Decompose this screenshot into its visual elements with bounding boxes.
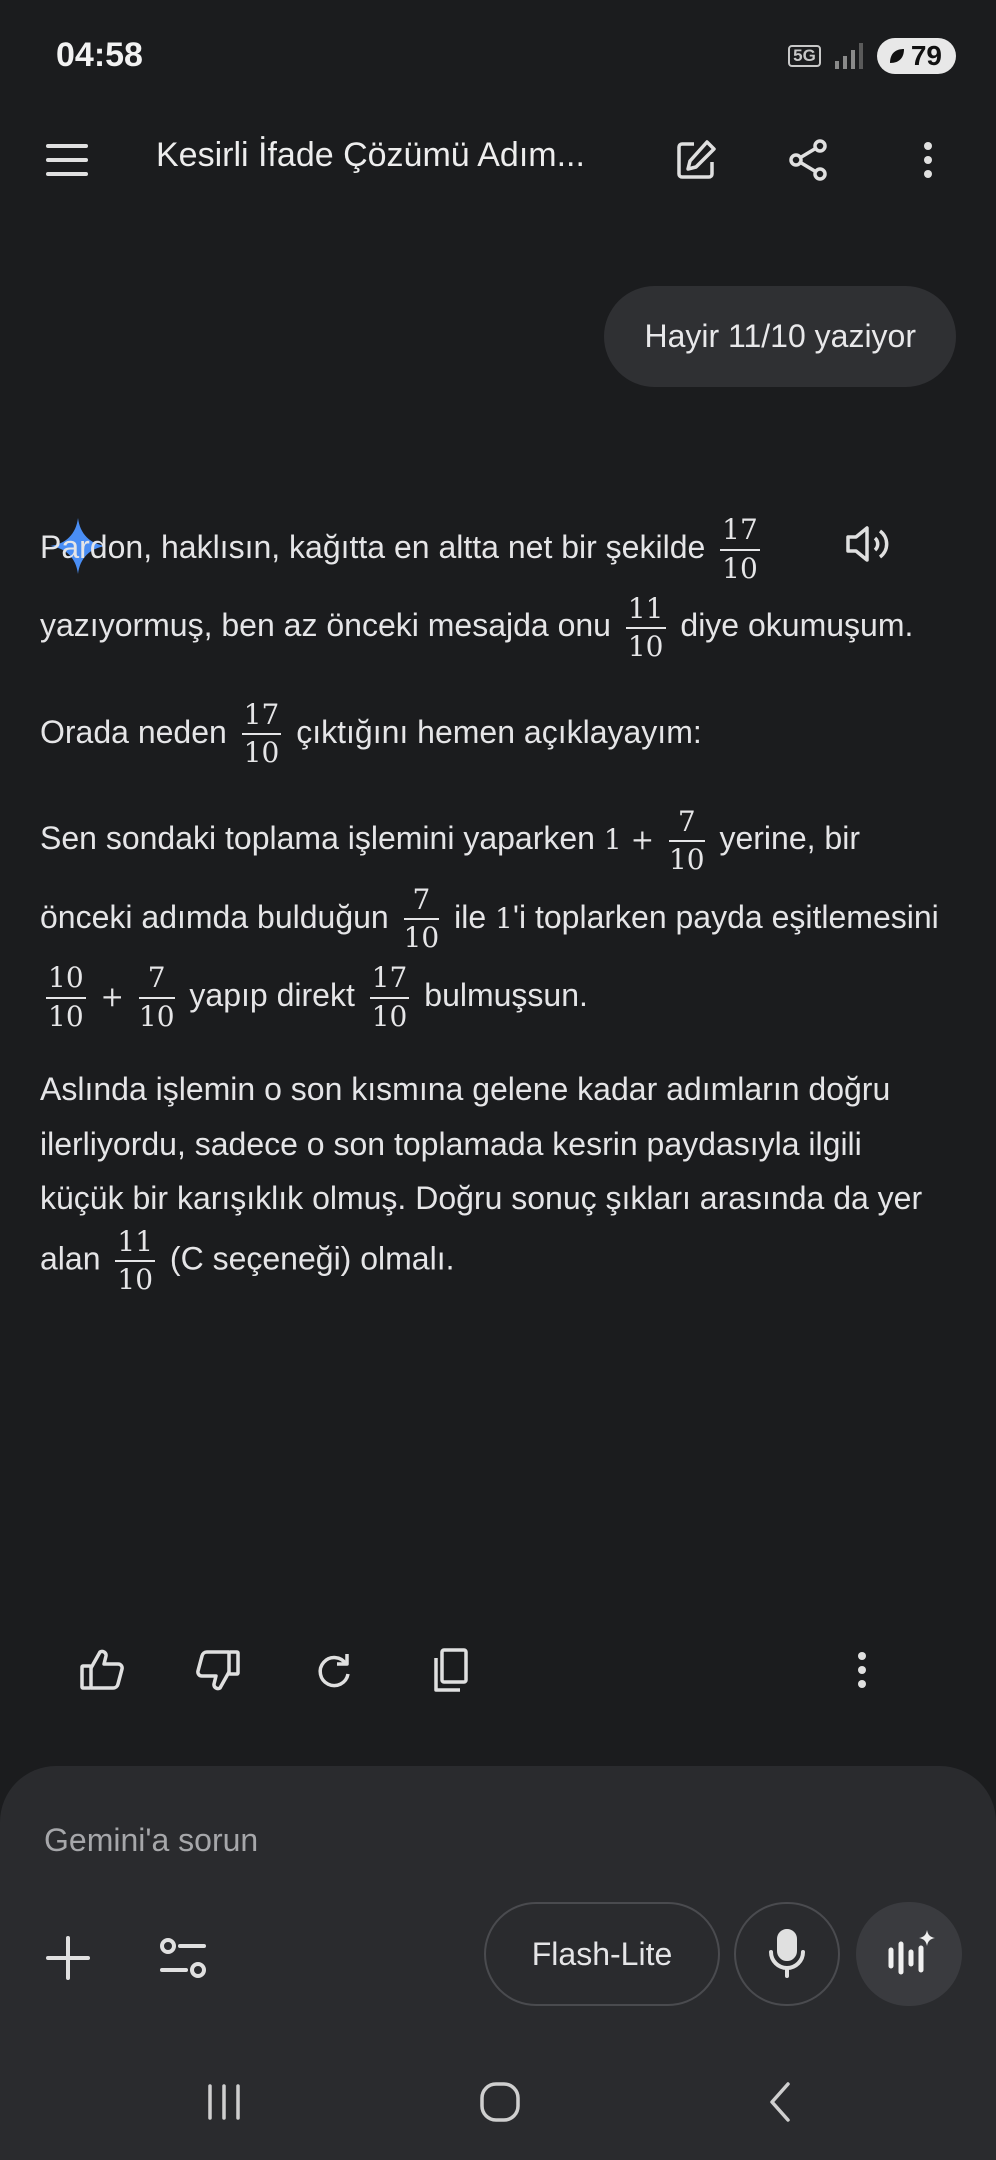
model-selector-button[interactable]: Flash-Lite (484, 1902, 720, 2006)
mic-icon (767, 1928, 807, 1980)
mic-button[interactable] (734, 1902, 840, 2006)
copy-icon[interactable] (420, 1640, 480, 1700)
fraction: $\frac{7}{10}$ (668, 804, 705, 876)
leaf-icon (887, 46, 907, 66)
fraction: $\frac{10}{10}$ (48, 961, 84, 1033)
fraction: $\frac{11}{10}$ (627, 591, 664, 663)
response-paragraph-4: Aslında işlemin o son kısmına gelene kadar adımların doğru ilerliyordu, sadece o son toplamada kesrin paydasıyla ilgili küçük bir karışıklık olmuş. Doğru sonuç şıkları arasında da yer alan $\frac{11}{10}$ (C seçeneği) olmalı. (40, 1071, 923, 1296)
response-text (40, 508, 940, 1324)
edit-icon[interactable] (668, 132, 724, 188)
regenerate-icon[interactable] (304, 1640, 364, 1700)
recent-apps-icon[interactable] (202, 2080, 246, 2124)
page-title[interactable]: Kesirli İfade Çözümü Adım... (156, 136, 585, 174)
home-icon[interactable] (478, 2080, 522, 2124)
live-button[interactable] (856, 1902, 962, 2006)
share-icon[interactable] (780, 132, 836, 188)
response-paragraph-3: Sen sondaki toplama işlemini yaparken 1 + $\frac{7}{10}$ yerine, bir önceki adımda bulduğun $\frac{7}{10}$ ile 1'i toplarken payda eşitlemesini $\frac{10}{10}$ + $\frac{7}{10}$ yapıp direkt $\frac{17}{10}$ bulmuşsun. (40, 804, 939, 1033)
response-actions (72, 1640, 892, 1700)
fraction: $\frac{7}{10}$ (403, 882, 440, 955)
status-time: 04:58 (56, 36, 143, 74)
fraction: $\frac{17}{10}$ (722, 513, 758, 585)
user-message-bubble: Hayir 11/10 yaziyor (604, 286, 956, 387)
fraction: $\frac{7}{10}$ (138, 961, 175, 1033)
response-paragraph-1: Pardon, haklısın, kağıtta en altta net bir şekilde $\frac{17}{10}$ yazıyormuş, ben az önceki mesajda onu $\frac{11}{10}$ diye okumuşum. (40, 513, 914, 663)
battery-indicator (877, 38, 956, 74)
signal-icon (835, 43, 863, 69)
network-type: 5G (788, 45, 821, 67)
more-vert-icon[interactable] (832, 1640, 892, 1700)
back-icon[interactable] (760, 2080, 804, 2124)
tools-icon[interactable] (156, 1932, 212, 1984)
thumbs-down-icon[interactable] (188, 1640, 248, 1700)
prompt-input[interactable]: Gemini'a sorun (44, 1822, 259, 1858)
live-waveform-icon (881, 1926, 937, 1982)
more-vert-icon[interactable] (900, 132, 956, 188)
fraction: $\frac{17}{10}$ (243, 698, 280, 770)
battery-level: 79 (910, 40, 942, 71)
add-icon[interactable] (40, 1930, 96, 1986)
fraction: $\frac{11}{10}$ (117, 1224, 154, 1296)
fraction: $\frac{17}{10}$ (371, 961, 408, 1033)
thumbs-up-icon[interactable] (72, 1640, 132, 1700)
status-icons (788, 38, 956, 74)
menu-icon[interactable] (44, 140, 92, 180)
response-paragraph-2: Orada neden $\frac{17}{10}$ çıktığını hemen açıklayayım: (40, 698, 702, 770)
